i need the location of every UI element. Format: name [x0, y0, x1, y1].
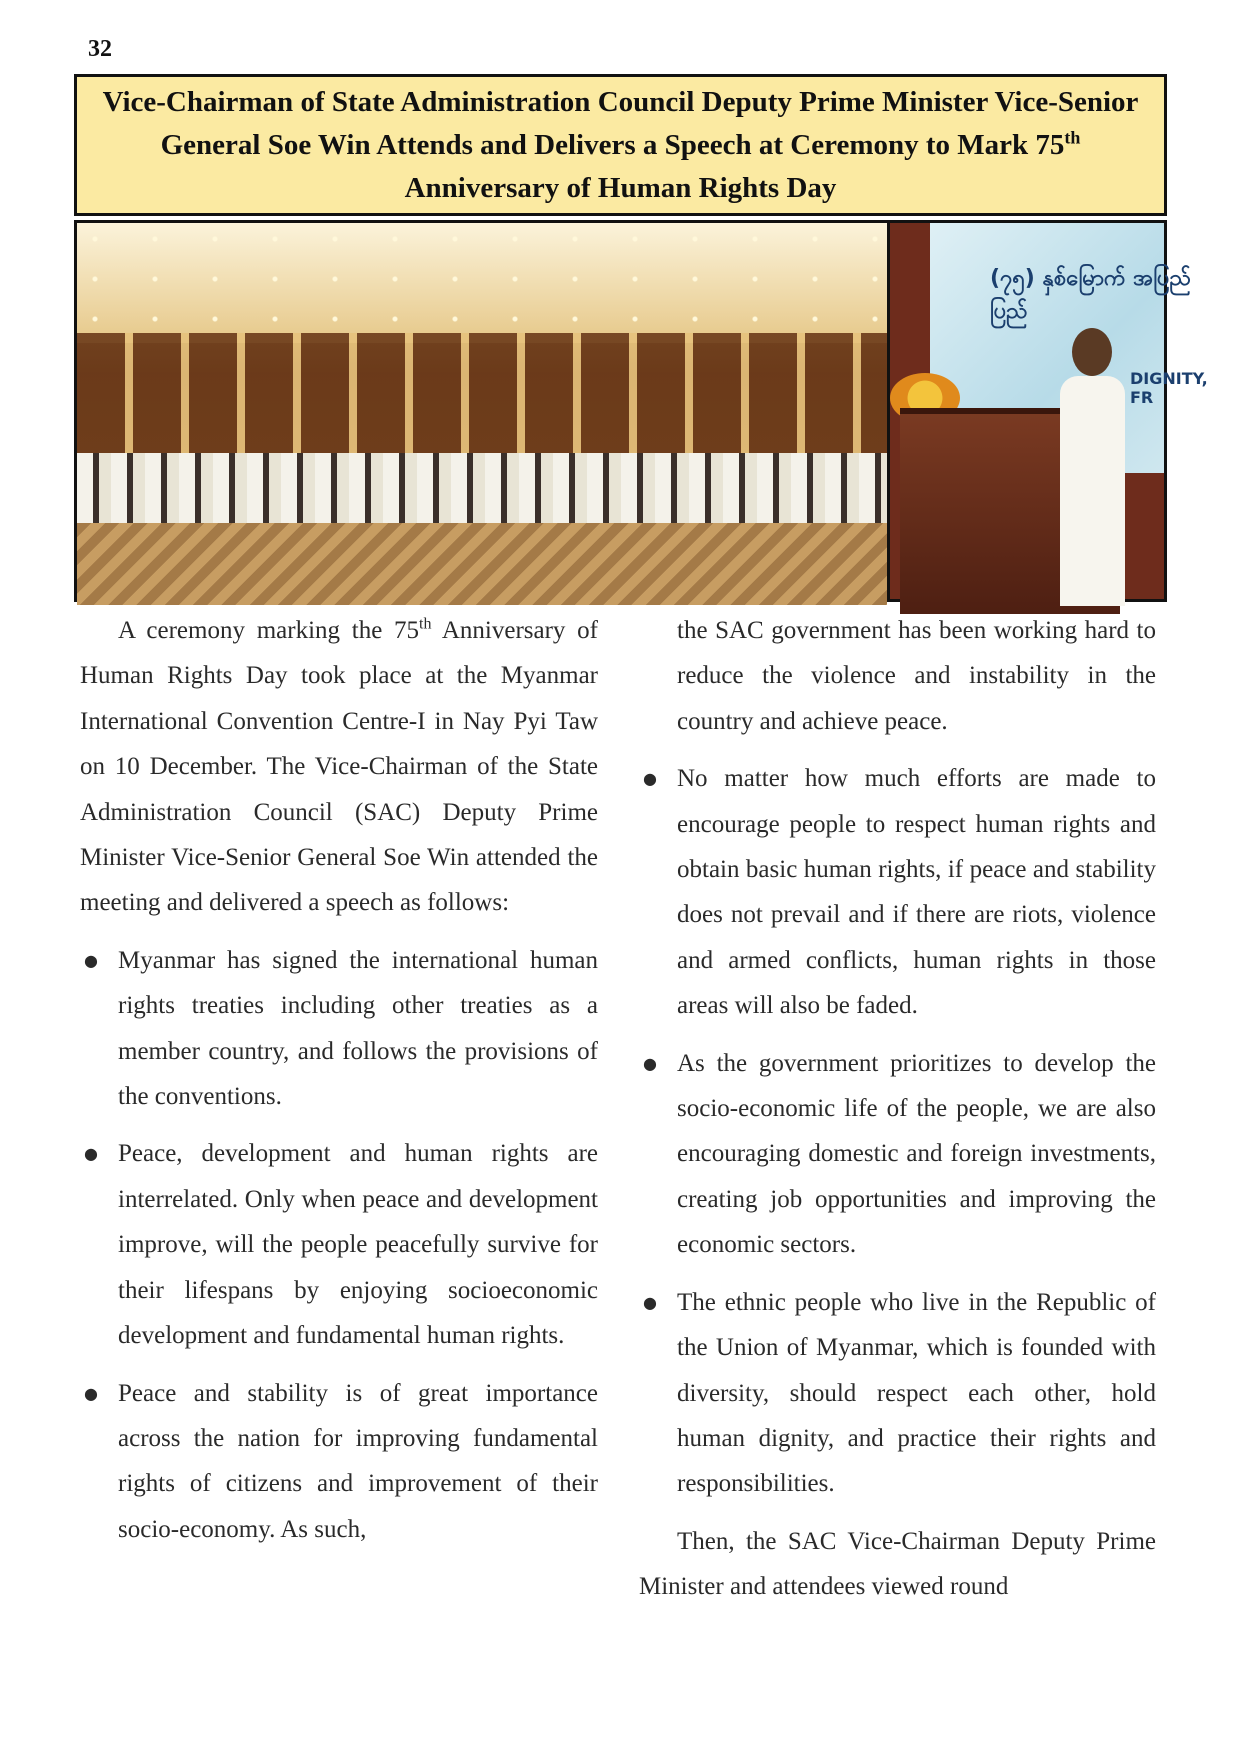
backdrop-title: (၇၅) နှစ်မြောက် အပြည်ပြည်: [990, 266, 1191, 324]
seated-attendees: [77, 453, 887, 533]
speech-point-text: The ethnic people who live in the Republic of the Union of Myanmar, which is founded with diversity, should respect each other, hold human dignity, and practice their rights and responsibilities.: [677, 1288, 1156, 1498]
bullet-icon: ●: [84, 950, 98, 970]
bullet-icon: ●: [643, 769, 657, 789]
intro-ordinal-suffix: th: [419, 615, 432, 633]
speech-point-text: Peace, development and human rights are interrelated. Only when peace and development improve, will the people peacefully survive for their lifespans by enjoying socioeconomic development and fundamental human rights.: [118, 1140, 598, 1350]
speech-point: [639, 756, 1156, 1028]
speaker-photo: [890, 223, 1208, 599]
article-left-column: [80, 608, 598, 1564]
bullet-icon: ●: [643, 1053, 657, 1073]
headline-ordinal: 75: [1035, 128, 1065, 161]
speech-point-text: As the government prioritizes to develop the socio-economic life of the people, we are also encouraging domestic and foreign investments, creating job opportunities and improving the economic sectors.: [677, 1049, 1156, 1259]
speech-point: [639, 1280, 1156, 1507]
closing-paragraph: Then, the SAC Vice-Chairman Deputy Prime Minister and attendees viewed round: [639, 1527, 1156, 1601]
speech-point-continuation: the SAC government has been working hard to reduce the violence and instability in the country and achieve peace.: [677, 617, 1156, 735]
convention-hall-photo: [77, 223, 887, 599]
speech-points-left: [80, 938, 598, 1552]
headline-main: Vice-Chairman of State Administration Council Deputy Prime Minister Vice-Senior General Soe Win Attends and Delivers a Speech at Ceremony to Mark: [102, 85, 1139, 161]
headline: [77, 81, 1164, 210]
speaker-head: [1072, 328, 1112, 376]
speech-point: [80, 1371, 598, 1553]
intro-pre: A ceremony marking the 75: [118, 617, 420, 644]
speech-point-text: Myanmar has signed the international human rights treaties including other treaties as a member country, and follows the provisions of the conventions.: [118, 946, 598, 1111]
headline-end: Anniversary of Human Rights Day: [404, 171, 837, 204]
photo-strip: [74, 220, 1208, 602]
hall-wall: [77, 333, 887, 473]
speech-point: [80, 938, 598, 1120]
backdrop-subtitle: DIGNITY, FR: [1130, 369, 1208, 407]
speech-point-text: No matter how much efforts are made to encourage people to respect human rights and obtain basic human rights, if peace and stability does not prevail and if there are riots, violence and armed conflicts, human rights in those areas will also be faded.: [677, 765, 1156, 1020]
bullet-icon: ●: [643, 1292, 657, 1312]
bullet-icon: ●: [84, 1383, 98, 1403]
speaker-body: [1060, 376, 1125, 606]
article-right-column: [639, 608, 1156, 1622]
intro-post: Anniversary of Human Rights Day took place at the Myanmar International Convention Centre-I in Nay Pyi Taw on 10 December. The Vice-Chairman of the State Administration Council (SAC) Deputy Prime Minister Vice-Senior General Soe Win attended the meeting and delivered a speech as follows:: [80, 617, 598, 917]
hall-ceiling: [77, 223, 887, 343]
hall-carpet: [77, 523, 887, 605]
headline-box: [74, 74, 1167, 216]
page-number: 32: [88, 36, 112, 62]
speech-point: [639, 1041, 1156, 1268]
bullet-icon: ●: [84, 1144, 98, 1164]
speech-points-right: [639, 756, 1156, 1507]
intro-paragraph: [80, 608, 598, 926]
speech-point: [80, 1131, 598, 1358]
headline-ordinal-suffix: th: [1064, 126, 1081, 147]
speech-point-text: Peace and stability is of great importance across the nation for improving fundamental rights of citizens and improvement of their socio-economy. As such,: [118, 1379, 598, 1543]
speaker: [1060, 328, 1125, 608]
